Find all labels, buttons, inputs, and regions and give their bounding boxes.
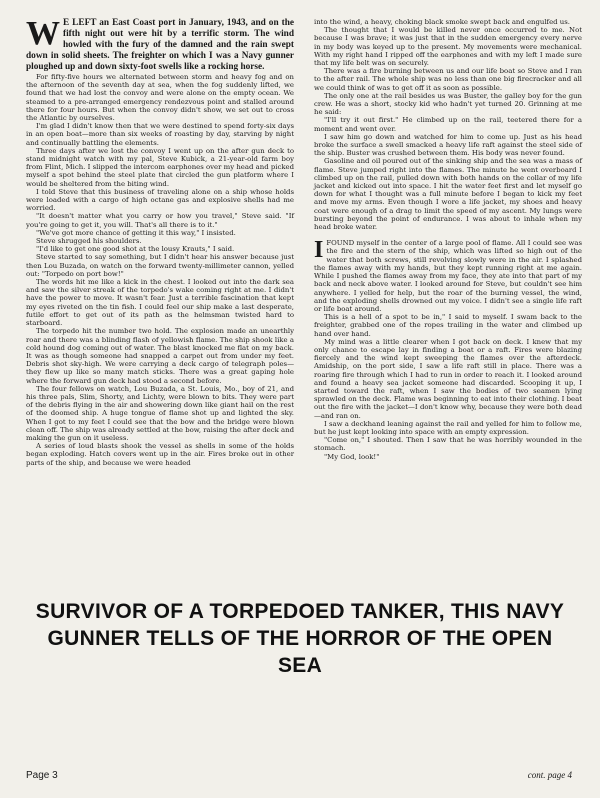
paragraph: "We've got more chance of getting it this way," I insisted. (36, 228, 236, 237)
section-text: FOUND myself in the center of a large pool of flame. All I could see was the fire and the stern of the ship, which was lifted so high out of the water that both screws, still revolving slowly were in the air. I splashed the flames away with my hands, but they kept running right at me again. While I pushed the flames away from my face, they ate into that part of my back and neck above water. I looked around for Steve, but couldn't see him anywhere. I yelled for help, but the roar of the burning vessel, the wind, and the exploding shells drowned out my voice. I didn't see a single life raft or life boat around. (314, 239, 582, 313)
paragraph: "I'd like to get one good shot at the lousy Krauts," I said. (36, 245, 235, 254)
lead-paragraph (26, 15, 294, 73)
paragraph: Gasoline and oil poured out of the sinking ship and the sea was a mass of flame. Steve jumped right into the flames. The minute he went overboard I climbed up on the rail, pulled down with both hands on the collar of my life jacket and kicked out into space. I hit the water feet first and let myself go down for what I thought was a full minute before I began to kick my feet and move my arms. Even though I wore a life jacket, my shoes and heavy coat were enough of a drag to limit the speed of my ascent. My lungs were bursting beyond the point of endurance. I was about to inhale when my head broke water. (314, 157, 582, 232)
paragraph: There was a fire burning between us and our life boat so Steve and I ran to the after rail. The whole ship was no less than one big firecracker and all we could think of was to get off it as soon as possible. (314, 67, 582, 92)
paragraph: This is a hell of a spot to be in," I said to myself. I swam back to the freighter, grabbed one of the ropes trailing in the water and climbed up hand over hand. (314, 313, 582, 338)
section-drop-cap: I (314, 237, 324, 264)
paragraph: "It doesn't matter what you carry or how you travel," Steve said. "If you're going to get it, you will. That's all there is to it." (26, 212, 294, 229)
paragraph: The thought that I would be killed never once occurred to me. Not because I was brave; it was just that in the sudden emergency every nerve in my body was keyed up to the present. My movements were mechanical. With my right hand I ripped off the earphones and with my left I made sure that my life belt was on securely. (314, 26, 582, 68)
continued-note: cont. page 4 (527, 770, 572, 780)
paragraph: The words hit me like a kick in the chest. I looked out into the dark sea and saw the silver streak of the torpedo's wake coming right at me. I didn't have the power to move. It wasn't fear. Just a terrible fascination that kept my eyes riveted on the tin fish. I could feel our ship make a last desperate, futile effort to get out of its path as the helmsman twisted hard to starboard. (26, 278, 294, 328)
article-page (26, 15, 582, 467)
paragraph: I saw him go down and watched for him to come up. Just as his head broke the surface a swell smacked a heavy life raft against the steel side of the ship. Buster was crushed between them. His body was never found. (314, 132, 582, 158)
paragraph: "Come on," I shouted. Then I saw that he was horribly wounded in the stomach. (314, 436, 582, 453)
paragraph: into the wind, a heavy, choking black smoke swept back and engulfed us. (314, 18, 570, 26)
paragraph: Three days after we lost the convoy I went up on the after gun deck to stand midnight watch with my pal, Steve Kubick, a 21-year-old farm boy from Flint, Mich. I slipped the intercom earphones over my head and picked myself a spot behind the steel plate that circled the gun platform where I would be sheltered from the biting wind. (26, 146, 294, 188)
paragraph: My mind was a little clearer when I got back on deck. I knew that my only chance to escape lay in finding a boat or a raft. Fires were blazing fiercely and the wind kept sweeping the flames over the afterdeck. Amidship, on the port side, I saw a life raft still in place. There was a roaring fire through which I had to run in order to reach it. I looked around and found a heavy sea jacket someone had discarded. Scooping it up, I started toward the raft, when I saw the bodies of two seamen lying sprawled on the deck. Flame was beginning to eat into their clothing. I beat out the fire with the jacket—I don't know why, because they were both dead—and ran on. (314, 337, 582, 420)
paragraph: "I'll try it out first." He climbed up on the rail, teetered there for a moment and went over. (314, 116, 582, 133)
page-number: Page 3 (26, 770, 58, 781)
drop-cap: W (26, 15, 60, 52)
paragraph: The only one at the rail besides us was Buster, the galley boy for the gun crew. He was a short, stocky kid who hadn't yet turned 20. Grinning at me he said: (314, 91, 582, 117)
paragraph: I'm glad I didn't know then that we were destined to spend forty-six days in an open boat—more than six weeks of roasting by day, starving by night and continually battling the elements. (26, 122, 294, 147)
paragraph: Steve started to say something, but I didn't hear his answer because just then Lou Buzada, on watch on the forward twenty-millimeter cannon, yelled out: "Torpedo on port bow!" (26, 253, 294, 278)
paragraph: I told Steve that this business of traveling alone on a ship whose holds were loaded with a cargo of high octane gas and explosive shells had me worried. (26, 187, 294, 213)
section-paragraph (314, 239, 582, 313)
paragraph: "My God, look!" (324, 452, 380, 461)
paragraph: I saw a deckhand leaning against the rail and yelled for him to follow me, but he just kept looking into space with an empty expression. (314, 419, 582, 436)
column-left (26, 15, 294, 467)
paragraph: A series of loud blasts shook the vessel as shells in some of the holds began exploding. Hatch covers went up in the air. Fires broke out in other parts of the ship, and because we were headed (26, 442, 294, 467)
article-headline: SURVIVOR OF A TORPEDOED TANKER, THIS NAVY GUNNER TELLS OF THE HORROR OF THE OPEN SEA (35, 600, 565, 677)
paragraph: For fifty-five hours we alternated between storm and heavy fog and on the afternoon of the seventh day at sea, when the fog suddenly lifted, we found that we had lost the convoy and were alone on the empty ocean. We steamed to a pre-arranged emergency rendezvous point and stalled around there for four hours. But when the convoy didn't show, we set out to cross the Atlantic by ourselves. (26, 73, 294, 123)
column-right (314, 18, 582, 467)
paragraph: Steve shrugged his shoulders. (36, 237, 142, 246)
lead-text: E LEFT an East Coast port in January, 1943, and on the fifth night out were hit by a terrific storm. The wind howled with the fury of the damned and the rain swept down in solid sheets. The freighter on which I was a Navy gunner ploughed up and down sixty-foot swells like a rocking horse. (26, 18, 294, 72)
article-columns (26, 15, 582, 467)
paragraph: The four fellows on watch, Lou Buzada, a St. Louis, Mo., boy of 21, and his three pals, Slim, Shorty, and Lichty, were blown to bits. They were part of the debris flying in the air and showering down like giant hail on the rest of the doomed ship. A huge tongue of flame shot up and lighted the sky. When I got to my feet I could see that the bow and the bridge were blown clean off. The ship was already settled at the bow, raising the after deck and making the gun on it useless. (26, 384, 294, 442)
paragraph: The torpedo hit the number two hold. The explosion made an unearthly roar and there was a blinding flash of yellowish flame. The ship shook like a cold hound dog coming out of water. The blast knocked me flat on my back. It was as though someone had snapped a carpet out from under my feet. Debris shot sky-high. We were carrying a deck cargo of telegraph poles—they flew up like so many match sticks. There was a great gaping hole where the forward gun deck had stood a second before. (26, 327, 294, 385)
